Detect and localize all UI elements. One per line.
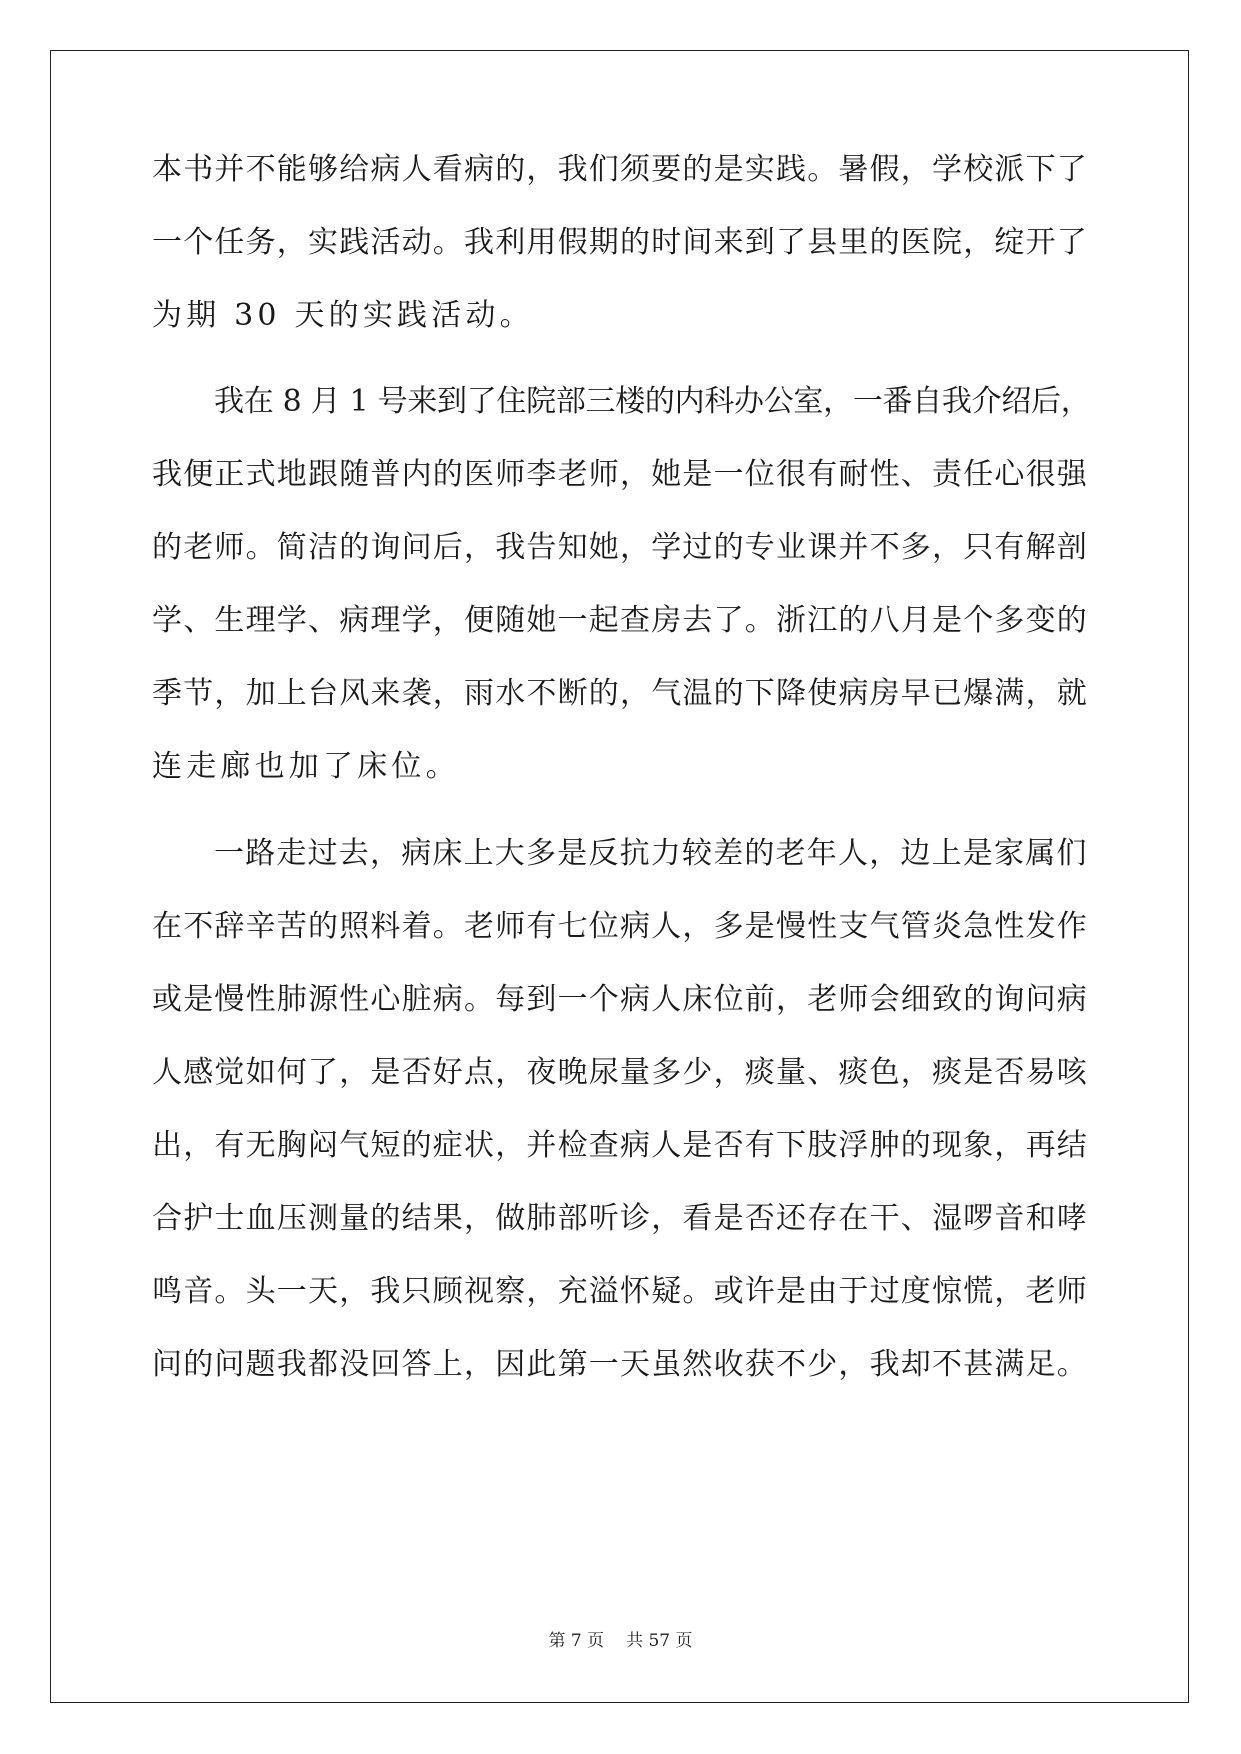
text-line: 为期 30 天的实践活动。 [152,298,534,333]
text-line: 连走廊也加了床位。 [152,749,460,784]
text-line: 问的问题我都没回答上，因此第一天虽然收获不少，我却不甚满足。 [152,1347,1088,1382]
text-line: 一个任务，实践活动。我利用假期的时间来到了县里的医院，绽开了 [152,225,1088,260]
text-line: 或是慢性肺源性心脏病。每到一个病人床位前，老师会细致的询问病 [152,982,1088,1017]
text-line: 的老师。简洁的询问后，我告知她，学过的专业课并不多，只有解剖 [152,530,1088,565]
text-line: 人感觉如何了，是否好点，夜晚尿量多少，痰量、痰色，痰是否易咳 [152,1055,1088,1090]
text-line: 鸣音。头一天，我只顾视察，充溢怀疑。或许是由于过度惊慌，老师 [152,1274,1088,1309]
text-line: 在不辞辛苦的照料着。老师有七位病人，多是慢性支气管炎急性发作 [152,909,1088,944]
text-line: 学、生理学、病理学，便随她一起查房去了。浙江的八月是个多变的 [152,603,1088,638]
total-pages-label: 共 57 页 [626,1631,693,1651]
text-line: 我在 8 月 1 号来到了住院部三楼的内科办公室，一番自我介绍后， [214,384,1091,419]
text-line: 我便正式地跟随普内的医师李老师，她是一位很有耐性、责任心很强 [152,457,1088,492]
text-line: 本书并不能够给病人看病的，我们须要的是实践。暑假，学校派下了 [152,152,1088,187]
text-line: 出，有无胸闷气短的症状，并检查病人是否有下肢浮肿的现象，再结 [152,1128,1088,1163]
page-footer [0,1630,1241,1652]
current-page-label: 第 7 页 [548,1631,605,1651]
text-line: 合护士血压测量的结果，做肺部听诊，看是否还存在干、湿啰音和哮 [152,1201,1088,1236]
text-line: 一路走过去，病床上大多是反抗力较差的老年人，边上是家属们 [214,836,1088,871]
text-line: 季节，加上台风来袭，雨水不断的，气温的下降使病房早已爆满，就 [152,676,1088,711]
